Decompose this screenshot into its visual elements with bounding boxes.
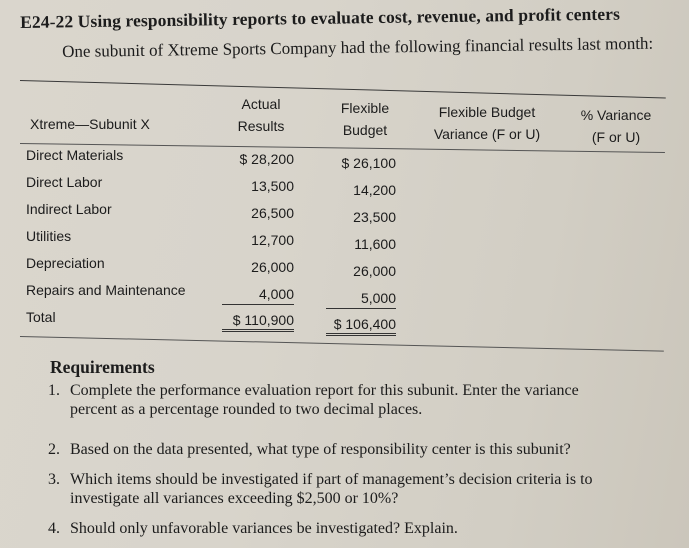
requirement-item	[48, 470, 593, 508]
requirement-item	[48, 440, 571, 459]
row-flexible: 14,200	[353, 182, 396, 198]
requirement-text: Complete the performance evaluation report for this subunit. Enter the variance	[70, 382, 579, 399]
header-actual-line1: Actual	[241, 96, 281, 112]
requirement-item	[48, 381, 579, 419]
row-flexible: $ 26,100	[341, 155, 396, 171]
row-label: Direct Materials	[26, 147, 124, 163]
header-pct-line1: % Variance	[580, 107, 652, 123]
requirement-text-cont: investigate all variances exceeding $2,500 or 10%?	[70, 490, 399, 507]
row-label: Repairs and Maintenance	[26, 282, 186, 298]
row-label: Direct Labor	[26, 174, 103, 190]
exercise-intro: One subunit of Xtreme Sports Company had the following financial results last month:	[62, 33, 654, 61]
row-flexible-total: $ 106,400	[326, 316, 396, 336]
row-actual: 26,500	[251, 205, 294, 221]
header-pct-line2: (F or U)	[591, 129, 641, 145]
header-flexible-budget-variance	[422, 101, 552, 145]
header-subunit: Xtreme—Subunit X	[30, 116, 150, 132]
row-flexible: 5,000	[326, 290, 396, 309]
requirement-number: 1.	[48, 382, 60, 399]
requirement-number: 2.	[48, 441, 60, 458]
row-actual-total: $ 110,900	[222, 312, 294, 332]
header-variance-line2: Variance (F or U)	[433, 126, 541, 142]
row-actual: 12,700	[251, 232, 294, 248]
header-actual-results	[222, 93, 300, 137]
exercise-title: E24-22 Using responsibility reports to evaluate cost, revenue, and profit centers	[20, 3, 621, 32]
requirement-text: Which items should be investigated if part of management’s decision criteria is to	[70, 471, 593, 488]
requirement-text: Should only unfavorable variances be investigated? Explain.	[70, 520, 458, 537]
requirement-text: Based on the data presented, what type of responsibility center is this subunit?	[70, 441, 571, 458]
table-top-rule	[20, 80, 666, 98]
row-flexible: 26,000	[353, 263, 396, 279]
row-actual: 26,000	[251, 259, 294, 275]
row-flexible: 11,600	[354, 236, 396, 252]
requirement-item	[48, 519, 458, 538]
requirement-number: 4.	[48, 520, 60, 537]
row-label: Total	[26, 309, 56, 325]
header-flexible-line2: Budget	[342, 122, 388, 138]
row-label: Utilities	[26, 228, 72, 244]
header-variance-line1: Flexible Budget	[438, 104, 536, 120]
requirements-title: Requirements	[50, 357, 155, 377]
row-label: Indirect Labor	[26, 201, 112, 217]
row-actual: 4,000	[222, 286, 294, 305]
row-flexible: 23,500	[353, 209, 396, 225]
requirement-number: 3.	[48, 471, 60, 488]
header-percent-variance	[570, 104, 662, 148]
row-label: Depreciation	[26, 255, 105, 271]
header-actual-line2: Results	[237, 118, 285, 134]
header-flexible-line1: Flexible	[340, 100, 390, 116]
table-bottom-rule	[20, 336, 664, 352]
requirement-text-cont: percent as a percentage rounded to two decimal places.	[70, 401, 423, 418]
row-actual: $ 28,200	[239, 151, 294, 167]
header-flexible-budget	[324, 97, 406, 141]
row-actual: 13,500	[251, 178, 294, 194]
